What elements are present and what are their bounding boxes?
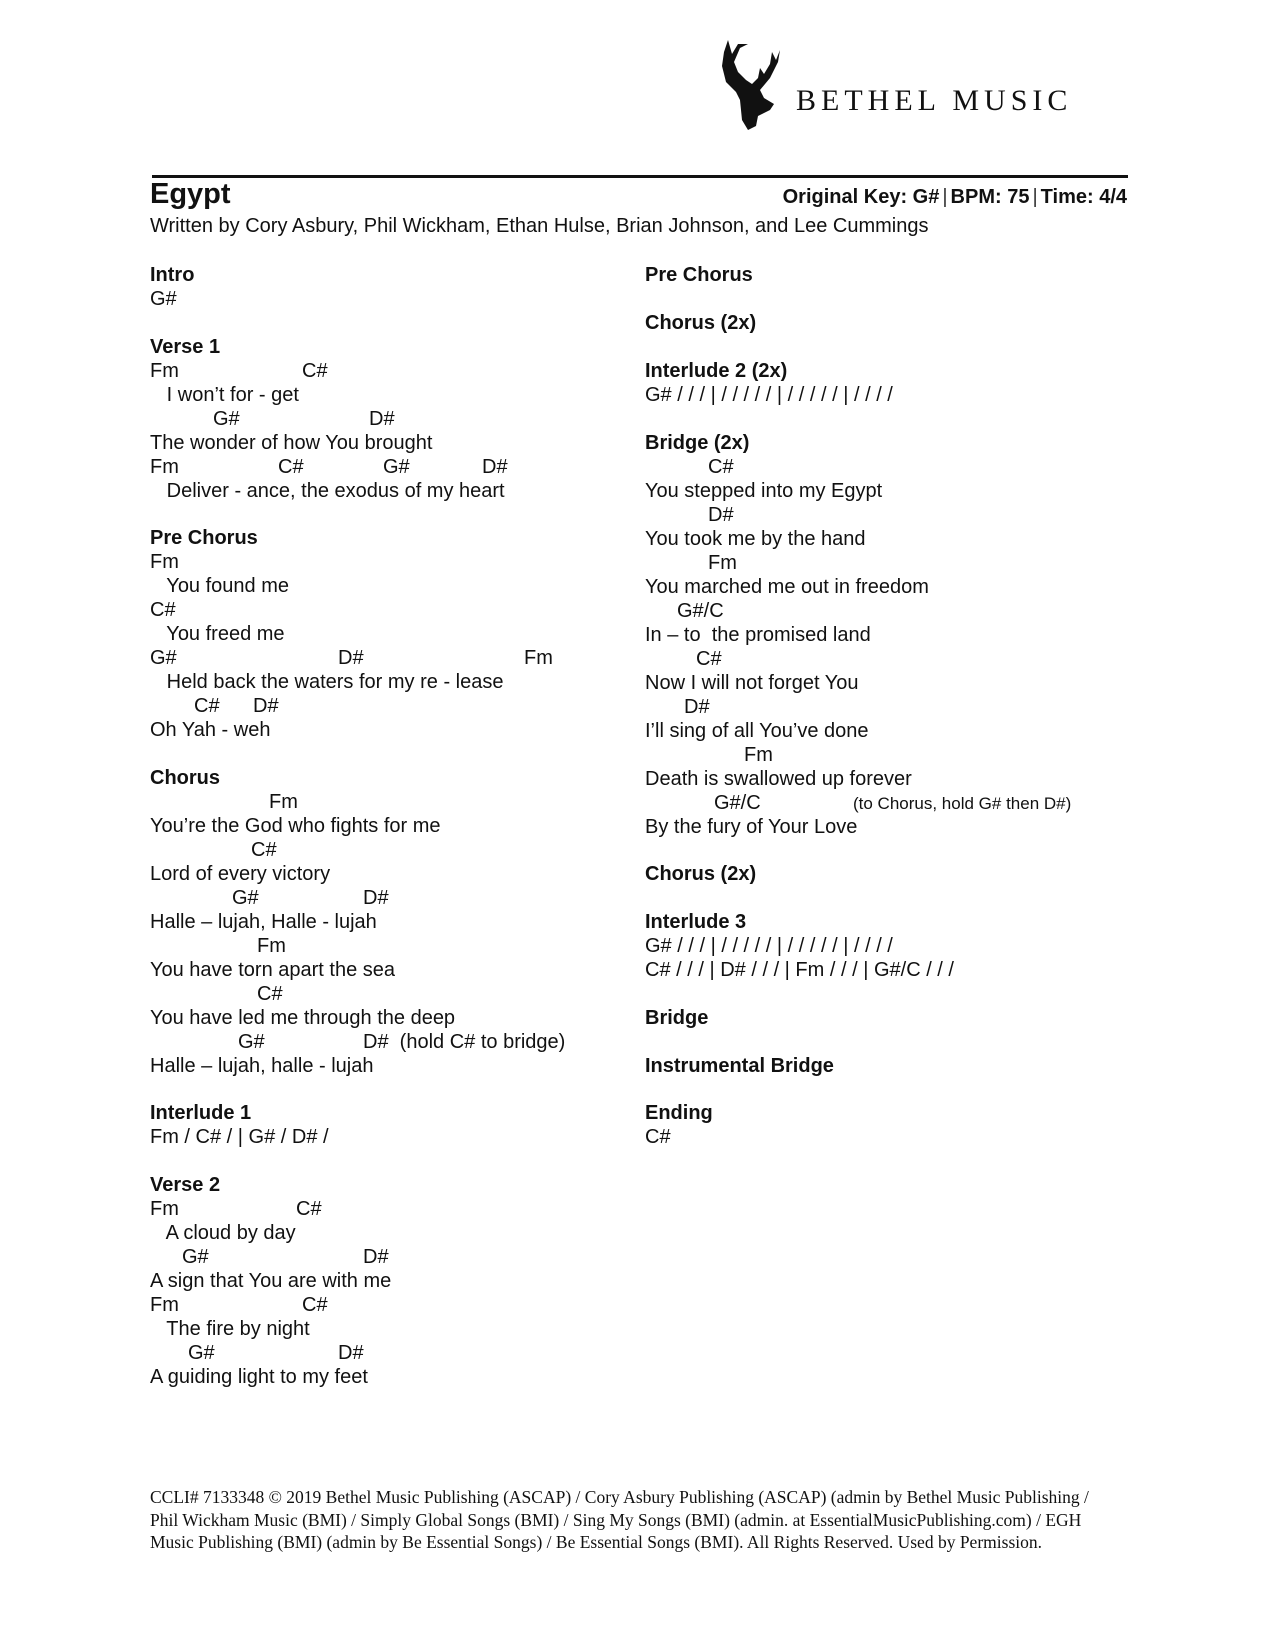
- lyric-line: The fire by night: [150, 1318, 310, 1340]
- section-header-instrumental-bridge: Instrumental Bridge: [645, 1055, 834, 1077]
- section-header-interlude-3: Interlude 3: [645, 911, 747, 933]
- chord: Fm: [744, 744, 773, 766]
- chord-line: Fm / C# / | G# / D# /: [150, 1126, 329, 1148]
- chord: G#: [383, 456, 410, 478]
- section-header-ending: Ending: [645, 1102, 713, 1124]
- lyric-line: Deliver - ance, the exodus of my heart: [150, 480, 505, 502]
- chord: C#: [708, 456, 734, 478]
- lyric-line: The wonder of how You brought: [150, 432, 433, 454]
- deer-head-icon: [718, 38, 788, 134]
- lyric-line: By the fury of Your Love: [645, 816, 858, 838]
- song-title: Egypt: [150, 178, 231, 210]
- time-signature: Time: 4/4: [1040, 186, 1127, 208]
- chord: C#: [150, 599, 176, 621]
- original-key: Original Key: G#: [782, 186, 940, 208]
- separator: |: [942, 186, 948, 208]
- chord: Fm: [150, 1198, 179, 1220]
- chord-line: C# / / / | D# / / / | Fm / / / | G#/C / / /: [645, 959, 954, 981]
- chord: C#: [278, 456, 304, 478]
- chord: C#: [257, 983, 283, 1005]
- chord: C#: [296, 1198, 322, 1220]
- chord: D#: [708, 504, 734, 526]
- separator: |: [1032, 186, 1038, 208]
- lyric-line: Oh Yah - weh: [150, 719, 271, 741]
- chord: Fm: [524, 647, 553, 669]
- chord: Fm: [150, 456, 179, 478]
- chord: D#: [363, 1246, 389, 1268]
- chord-line: G# / / / | / / / / / | / / / / / | / / / /: [645, 384, 893, 406]
- chord: D#: [253, 695, 279, 717]
- chord: C#: [302, 1294, 328, 1316]
- section-header-chorus: Chorus: [150, 767, 220, 789]
- section-header-verse-1: Verse 1: [150, 336, 221, 358]
- chord-line: G#: [150, 288, 177, 310]
- chord: D#: [338, 647, 364, 669]
- copyright-footer: CCLI# 7133348 © 2019 Bethel Music Publishing (ASCAP) / Cory Asbury Publishing (ASCAP) (admin by Bethel Music Publishing / Phil Wickham Music (BMI) / Simply Global Songs (BMI) / Sing My Songs (BMI) (admin. at EssentialMusicPublishing.com) / EGH Music Publishing (BMI) (admin by Be Essential Songs) / Be Essential Songs (BMI). All Rights Reserved. Used by Permission.: [150, 1487, 1089, 1552]
- section-header-chorus-2x: Chorus (2x): [645, 863, 757, 885]
- chord: Fm: [150, 1294, 179, 1316]
- section-header-pre-chorus: Pre Chorus: [645, 264, 753, 286]
- lyric-line: Death is swallowed up forever: [645, 768, 912, 790]
- song-meta: [783, 186, 1127, 209]
- lyric-line: You stepped into my Egypt: [645, 480, 883, 502]
- lyric-line: A cloud by day: [150, 1222, 296, 1244]
- section-header-intro: Intro: [150, 264, 195, 286]
- chord: C#: [194, 695, 220, 717]
- lyric-line: A guiding light to my feet: [150, 1366, 368, 1388]
- lyric-line: Held back the waters for my re - lease: [150, 671, 504, 693]
- song-writers: Written by Cory Asbury, Phil Wickham, Ethan Hulse, Brian Johnson, and Lee Cummings: [150, 215, 929, 237]
- chord: G#: [232, 887, 259, 909]
- lyric-line: You took me by the hand: [645, 528, 866, 550]
- performance-note: (to Chorus, hold G# then D#): [853, 794, 1072, 813]
- chord: G#/C: [714, 792, 761, 814]
- chord: G#: [150, 647, 177, 669]
- lyric-line: You found me: [150, 575, 290, 597]
- chord: G#: [188, 1342, 215, 1364]
- section-header-bridge: Bridge: [645, 1007, 709, 1029]
- chord: D#: [482, 456, 508, 478]
- chord: D#: [684, 696, 710, 718]
- lyric-line: You have led me through the deep: [150, 1007, 456, 1029]
- lyric-line: I’ll sing of all You’ve done: [645, 720, 869, 742]
- lyric-line: Now I will not forget You: [645, 672, 859, 694]
- chord: D#: [363, 887, 389, 909]
- section-header-bridge-2x: Bridge (2x): [645, 432, 750, 454]
- chord-line: C#: [645, 1126, 671, 1148]
- chord: C#: [251, 839, 277, 861]
- brand-name: BETHEL MUSIC: [796, 84, 1073, 117]
- lyric-line: You’re the God who fights for me: [150, 815, 441, 837]
- chord: Fm: [150, 551, 179, 573]
- bethel-music-logo: [718, 38, 1078, 138]
- lyric-line: In – to the promised land: [645, 624, 871, 646]
- chord: C#: [696, 648, 722, 670]
- lyric-line: I won’t for - get: [150, 384, 299, 406]
- chord-with-note: D# (hold C# to bridge): [363, 1031, 566, 1053]
- lyric-line: Halle – lujah, halle - lujah: [150, 1055, 374, 1077]
- lyric-line: You marched me out in freedom: [645, 576, 929, 598]
- chord: G#: [213, 408, 240, 430]
- chord: G#: [182, 1246, 209, 1268]
- section-header-chorus-2x: Chorus (2x): [645, 312, 757, 334]
- chord: C#: [302, 360, 328, 382]
- lyric-line: A sign that You are with me: [150, 1270, 392, 1292]
- lyric-line: You freed me: [150, 623, 285, 645]
- chord: D#: [338, 1342, 364, 1364]
- lyric-line: Lord of every victory: [150, 863, 331, 885]
- header-rule: [152, 175, 1128, 178]
- section-header-interlude-1: Interlude 1: [150, 1102, 252, 1124]
- lyric-line: Halle – lujah, Halle - lujah: [150, 911, 377, 933]
- section-header-verse-2: Verse 2: [150, 1174, 221, 1196]
- chord: Fm: [708, 552, 737, 574]
- chord: Fm: [150, 360, 179, 382]
- section-header-pre-chorus: Pre Chorus: [150, 527, 258, 549]
- chord: Fm: [269, 791, 298, 813]
- chord-line: G# / / / | / / / / / | / / / / / | / / / /: [645, 935, 893, 957]
- section-header-interlude-2: Interlude 2 (2x): [645, 360, 788, 382]
- lyric-line: You have torn apart the sea: [150, 959, 395, 981]
- chord: Fm: [257, 935, 286, 957]
- chord: G#/C: [677, 600, 724, 622]
- chord: G#: [238, 1031, 265, 1053]
- bpm: BPM: 75: [950, 186, 1030, 208]
- chord: D#: [369, 408, 395, 430]
